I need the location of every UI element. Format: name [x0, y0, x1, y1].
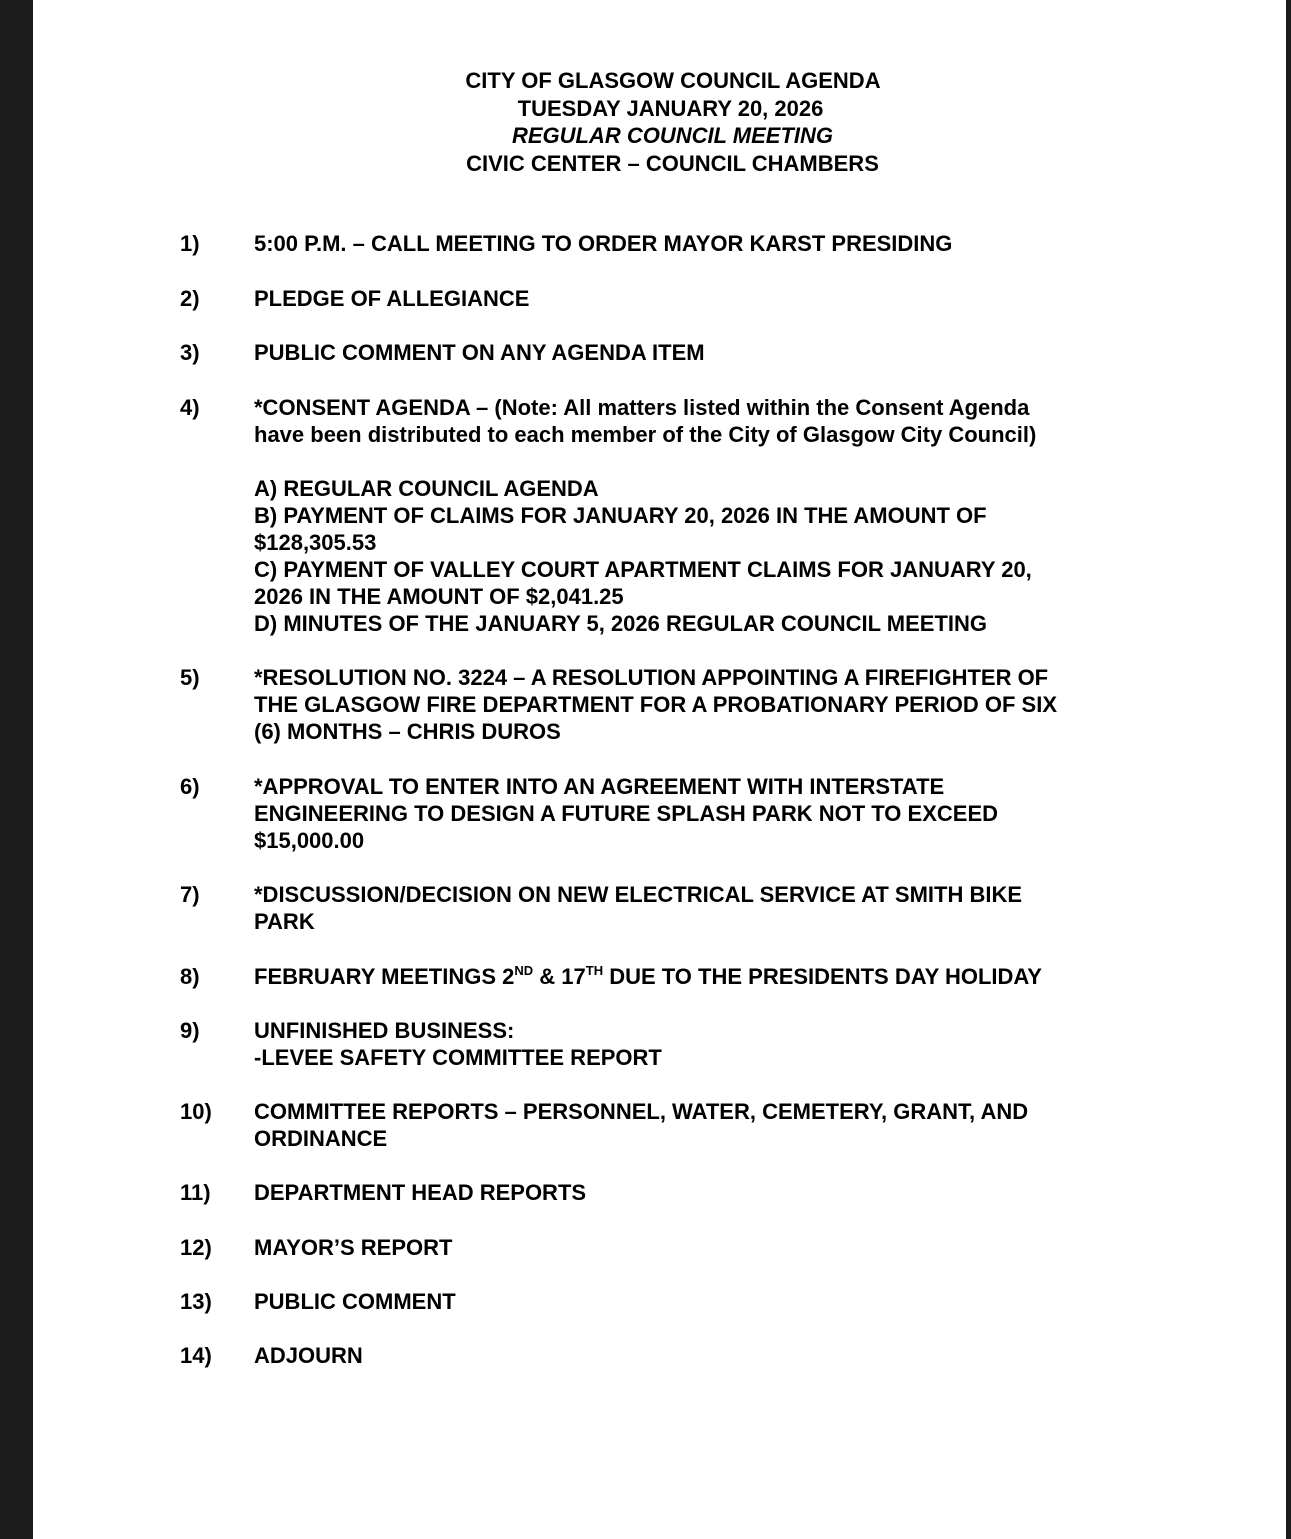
item-number: 8) [180, 964, 200, 989]
header-meeting-type: REGULAR COUNCIL MEETING [511, 123, 834, 148]
item-text-part: FEBRUARY MEETINGS 2 [254, 964, 515, 989]
item-text-part: & 17 [533, 964, 586, 989]
consent-item-c: C) PAYMENT OF VALLEY COURT APARTMENT CLAIMS FOR JANUARY 20, [254, 557, 1032, 582]
item-text: *APPROVAL TO ENTER INTO AN AGREEMENT WITH INTERSTATE [254, 774, 945, 799]
item-text: PARK [254, 909, 315, 934]
item-text: 5:00 P.M. – CALL MEETING TO ORDER MAYOR KARST PRESIDING [254, 231, 953, 256]
consent-item-a: A) REGULAR COUNCIL AGENDA [254, 476, 599, 501]
ordinal-suffix: TH [585, 963, 604, 978]
item-text: (6) MONTHS – CHRIS DUROS [254, 719, 561, 744]
consent-agenda-note: have been distributed to each member of the City of Glasgow City Council) [254, 422, 1037, 447]
item-number: 13) [180, 1289, 212, 1314]
item-text: UNFINISHED BUSINESS: [254, 1018, 515, 1043]
item-number: 10) [180, 1099, 212, 1124]
item-number: 11) [180, 1180, 211, 1205]
item-text: ADJOURN [254, 1343, 363, 1368]
item-text: THE GLASGOW FIRE DEPARTMENT FOR A PROBATIONARY PERIOD OF SIX [254, 692, 1058, 717]
item-number: 14) [180, 1343, 212, 1368]
item-text-part: DUE TO THE PRESIDENTS DAY HOLIDAY [603, 964, 1042, 989]
item-text [254, 963, 1134, 990]
item-number: 5) [180, 665, 200, 690]
consent-agenda-title: *CONSENT AGENDA – (Note: All matters listed within the Consent Agenda [254, 395, 1030, 420]
document-page [33, 0, 1286, 1539]
header-date: TUESDAY JANUARY 20, 2026 [517, 95, 824, 121]
consent-item-d: D) MINUTES OF THE JANUARY 5, 2026 REGULAR COUNCIL MEETING [254, 611, 988, 636]
consent-item-b: B) PAYMENT OF CLAIMS FOR JANUARY 20, 2026 IN THE AMOUNT OF [254, 503, 987, 528]
item-text: ENGINEERING TO DESIGN A FUTURE SPLASH PARK NOT TO EXCEED [254, 801, 999, 826]
item-text: MAYOR’S REPORT [254, 1235, 453, 1260]
item-number: 6) [180, 774, 200, 799]
item-text: PUBLIC COMMENT ON ANY AGENDA ITEM [254, 340, 705, 365]
consent-item-b-amount: $128,305.53 [254, 530, 377, 555]
item-number: 12) [180, 1235, 212, 1260]
item-text: PLEDGE OF ALLEGIANCE [254, 286, 530, 311]
item-text: -LEVEE SAFETY COMMITTEE REPORT [254, 1045, 662, 1070]
item-number: 9) [180, 1018, 200, 1043]
item-text: ORDINANCE [254, 1126, 388, 1151]
item-number: 1) [180, 231, 200, 256]
item-number: 4) [180, 395, 200, 420]
item-text: *RESOLUTION NO. 3224 – A RESOLUTION APPOINTING A FIREFIGHTER OF [254, 665, 1049, 690]
header-location: CIVIC CENTER – COUNCIL CHAMBERS [466, 150, 879, 176]
item-text: $15,000.00 [254, 828, 365, 853]
header-city-title: CITY OF GLASGOW COUNCIL AGENDA [465, 68, 881, 93]
item-text: COMMITTEE REPORTS – PERSONNEL, WATER, CEMETERY, GRANT, AND [254, 1099, 1029, 1124]
item-text: *DISCUSSION/DECISION ON NEW ELECTRICAL SERVICE AT SMITH BIKE [254, 882, 1023, 907]
item-number: 3) [180, 340, 200, 365]
item-text: PUBLIC COMMENT [254, 1289, 456, 1314]
item-text: DEPARTMENT HEAD REPORTS [254, 1180, 587, 1205]
item-number: 7) [180, 882, 200, 907]
ordinal-suffix: ND [514, 963, 534, 978]
consent-item-c-amount: 2026 IN THE AMOUNT OF $2,041.25 [254, 584, 624, 609]
agenda-header [33, 67, 1286, 177]
item-number: 2) [180, 286, 200, 311]
